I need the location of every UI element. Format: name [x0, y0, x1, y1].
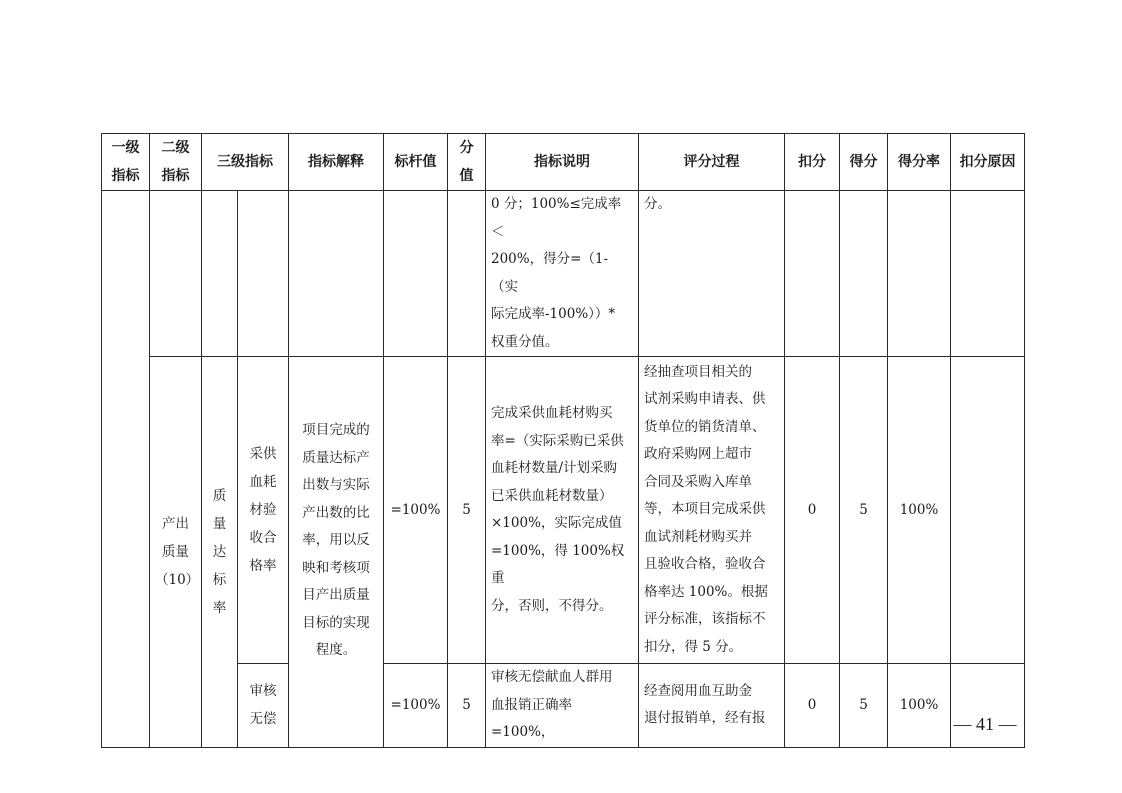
level3a-cell	[202, 191, 238, 357]
evaluation-table	[101, 133, 1025, 748]
level3b-cell: 审核 无偿	[238, 664, 289, 748]
header-process: 评分过程	[639, 134, 785, 191]
process-cell: 分。	[639, 191, 785, 357]
header-explanation: 指标解释	[289, 134, 384, 191]
header-deduction: 扣分	[785, 134, 840, 191]
rate-cell	[888, 191, 951, 357]
process-cell: 经查阅用血互助金 退付报销单，经有报	[639, 664, 785, 748]
score-cell: 5	[840, 664, 888, 748]
score-cell	[840, 191, 888, 357]
table-row-continued	[102, 191, 1025, 357]
reason-cell	[951, 191, 1025, 357]
level3b-cell	[238, 191, 289, 357]
header-level1: 一级 指标	[102, 134, 150, 191]
description-cell: 完成采供血耗材购买 率=（实际采购已采供 血耗材数量/计划采购 已采供血耗材数量） ×100%，实际完成值 =100%，得 100%权重 分，否则，不得分。	[486, 357, 639, 664]
header-reason: 扣分原因	[951, 134, 1025, 191]
deduction-cell: 0	[785, 357, 840, 664]
level2-cell	[150, 191, 202, 357]
header-rate: 得分率	[888, 134, 951, 191]
level1-cell	[102, 191, 150, 748]
header-score-value: 分 值	[448, 134, 486, 191]
benchmark-cell: =100%	[384, 357, 448, 664]
header-benchmark: 标杆值	[384, 134, 448, 191]
reason-cell	[951, 357, 1025, 664]
description-cell: 审核无偿献血人群用 血报销正确率=100%，	[486, 664, 639, 748]
table-row-audit	[102, 664, 1025, 748]
rate-cell: 100%	[888, 357, 951, 664]
benchmark-cell	[384, 191, 448, 357]
explanation-cell	[289, 191, 384, 357]
score-value-cell: 5	[448, 357, 486, 664]
level3b-cell: 采供 血耗 材验 收合 格率	[238, 357, 289, 664]
page-number: — 41 —	[953, 714, 1017, 734]
header-level3: 三级指标	[202, 134, 289, 191]
level2-cell: 产出 质量 （10）	[150, 357, 202, 748]
process-cell: 经抽查项目相关的 试剂采购申请表、供 货单位的销货清单、 政府采购网上超市 合同及采购入库单 等，本项目完成采供 血试剂耗材购买并 且验收合格，验收合 格率达 100%。根据 评分标准，该指标不 扣分，得 5 分。	[639, 357, 785, 664]
deduction-cell: 0	[785, 664, 840, 748]
score-value-cell	[448, 191, 486, 357]
header-score: 得分	[840, 134, 888, 191]
header-row	[102, 134, 1025, 191]
score-value-cell: 5	[448, 664, 486, 748]
explanation-cell: 项目完成的 质量达标产 出数与实际 产出数的比 率，用以反 映和考核项 目产出质量 目标的实现 程度。	[289, 357, 384, 748]
table-row-quality	[102, 357, 1025, 664]
header-level2: 二级 指标	[150, 134, 202, 191]
header-description: 指标说明	[486, 134, 639, 191]
deduction-cell	[785, 191, 840, 357]
score-cell: 5	[840, 357, 888, 664]
benchmark-cell: =100%	[384, 664, 448, 748]
rate-cell: 100%	[888, 664, 951, 748]
level3a-cell: 质 量 达 标 率	[202, 357, 238, 748]
description-cell: 0 分；100%≤完成率＜ 200%，得分=（1-（实 际完成率-100%））* 权重分值。	[486, 191, 639, 357]
